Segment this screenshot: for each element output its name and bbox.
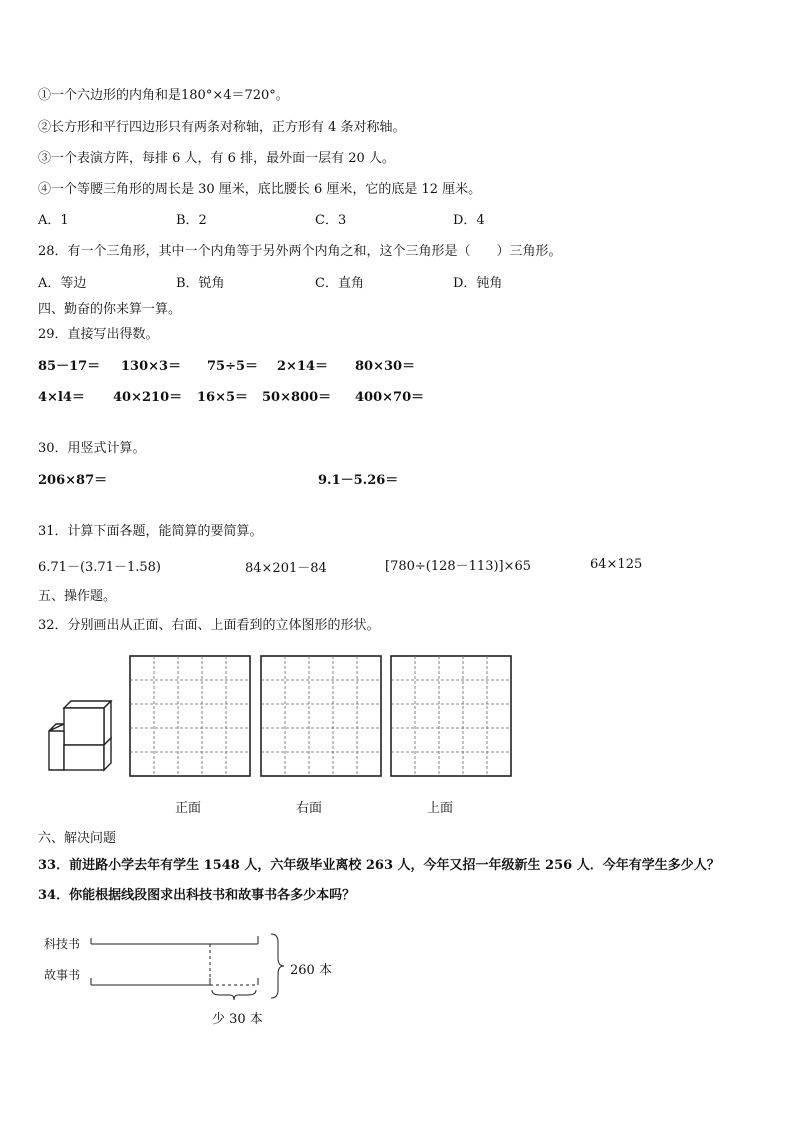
q29-r2-4: 50×800＝ — [262, 390, 332, 405]
q31-item-4: 64×125 — [590, 557, 643, 572]
statement-4: ④一个等腰三角形的周长是 30 厘米，底比腰长 6 厘米，它的底是 12 厘米。 — [38, 182, 482, 197]
section-4-heading: 四、勤奋的你来算一算。 — [38, 302, 182, 317]
q29-r2-2: 40×210＝ — [113, 390, 183, 405]
q27-option-a: A．1 — [38, 213, 69, 228]
grid-front[interactable] — [129, 655, 251, 777]
q29-r1-5: 80×30＝ — [355, 359, 416, 374]
statement-2: ②长方形和平行四边形只有两条对称轴，正方形有 4 条对称轴。 — [38, 120, 406, 135]
grid-top[interactable] — [390, 655, 512, 777]
q28-option-b: B．锐角 — [176, 276, 225, 291]
q29-r1-4: 2×14＝ — [277, 359, 329, 374]
section-5-heading: 五、操作题。 — [38, 589, 117, 604]
cube-figure — [44, 700, 114, 772]
grid-border — [391, 656, 511, 776]
statement-1: ①一个六边形的内角和是180°×4＝720°。 — [38, 88, 289, 103]
q30-item-2: 9.1－5.26＝ — [318, 473, 399, 488]
caption-top: 上面 — [427, 801, 454, 816]
segment-diagram — [88, 928, 288, 1008]
q28-option-a: A．等边 — [38, 276, 87, 291]
q28-text: 28．有一个三角形，其中一个内角等于另外两个内角之和，这个三角形是（ ）三角形。 — [38, 244, 562, 259]
q29-r2-3: 16×5＝ — [197, 390, 249, 405]
caption-front: 正面 — [175, 801, 202, 816]
q29-r1-2: 130×3＝ — [121, 359, 182, 374]
q33-text: 33．前进路小学去年有学生 1548 人，六年级毕业离校 263 人，今年又招一年级新生 256 人．今年有学生多少人？ — [38, 858, 720, 873]
grid-border — [130, 656, 250, 776]
q31-item-3: [780÷(128－113)]×65 — [385, 559, 532, 574]
label-science-books: 科技书 — [44, 937, 81, 951]
q29-r1-3: 75÷5＝ — [207, 359, 259, 374]
total-label: 260 本 — [290, 963, 332, 978]
q30-item-1: 206×87＝ — [38, 473, 108, 488]
q29-title: 29．直接写出得数。 — [38, 327, 159, 342]
statement-3: ③一个表演方阵，每排 6 人，有 6 排，最外面一层有 20 人。 — [38, 151, 395, 166]
grid-border — [261, 656, 381, 776]
q27-option-c: C．3 — [315, 213, 347, 228]
q29-r2-5: 400×70＝ — [355, 390, 425, 405]
grid-right[interactable] — [260, 655, 382, 777]
q32-title: 32．分别画出从正面、右面、上面看到的立体图形的形状。 — [38, 618, 380, 633]
q31-item-2: 84×201－84 — [245, 561, 327, 576]
label-story-books: 故事书 — [44, 968, 81, 982]
q31-item-1: 6.71－(3.71－1.58) — [38, 560, 161, 575]
difference-label: 少 30 本 — [212, 1012, 263, 1027]
q34-title: 34．你能根据线段图求出科技书和故事书各多少本吗？ — [38, 888, 356, 903]
q29-r2-1: 4×l4＝ — [38, 390, 85, 405]
q30-title: 30．用竖式计算。 — [38, 441, 146, 456]
caption-right: 右面 — [296, 801, 323, 816]
section-6-heading: 六、解决问题 — [38, 831, 117, 846]
q27-option-d: D．4 — [453, 213, 485, 228]
q28-option-c: C．直角 — [315, 276, 364, 291]
q28-option-d: D．钝角 — [453, 276, 503, 291]
q31-title: 31．计算下面各题，能简算的要简算。 — [38, 524, 263, 539]
q27-option-b: B．2 — [176, 213, 207, 228]
q29-r1-1: 85－17＝ — [38, 359, 101, 374]
